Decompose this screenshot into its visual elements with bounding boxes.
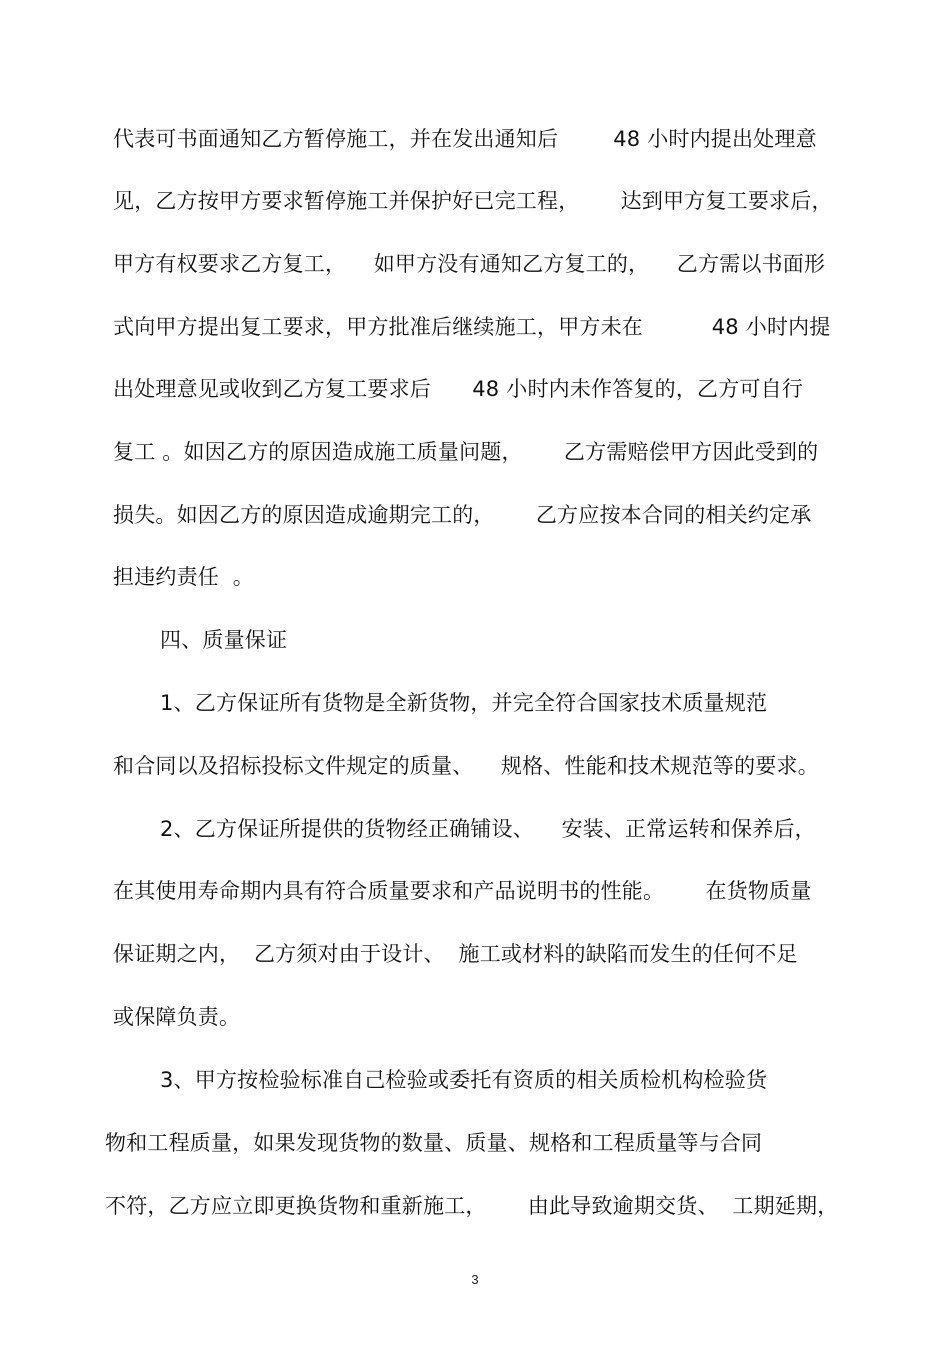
paragraph-line: 不符，乙方应立即更换货物和重新施工， 由此导致逾期交货、 工期延期， [105,1194,839,1218]
paragraph-line: 2、乙方保证所提供的货物经正确铺设、 安装、正常运转和保养后， [160,817,816,841]
paragraph-line: 复工 。如因乙方的原因造成施工质量问题， 乙方需赔偿甲方因此受到的 [113,440,819,464]
page-number: 3 [471,1272,479,1287]
paragraph-line: 保证期之内， 乙方须对由于设计、 施工或材料的缺陷而发生的任何不足 [113,942,798,966]
paragraph-line: 式向甲方提出复工要求，甲方批准后继续施工，甲方未在 48 小时内提 [113,315,831,339]
paragraph-line: 和合同以及招标投标文件规定的质量、 规格、性能和技术规范等的要求。 [113,754,819,778]
paragraph-line: 见，乙方按甲方要求暂停施工并保护好已完工程， 达到甲方复工要求后， [113,189,833,213]
paragraph-line: 担违约责任 。 [113,565,254,589]
paragraph-line: 3、甲方按检验标准自己检验或委托有资质的相关质检机构检验货 [160,1068,768,1092]
paragraph-line: 或保障负责。 [113,1005,241,1029]
paragraph-line: 损失。如因乙方的原因造成逾期完工的， 乙方应按本合同的相关约定承 [113,503,812,527]
paragraph-line: 甲方有权要求乙方复工， 如甲方没有通知乙方复工的， 乙方需以书面形 [113,252,826,276]
paragraph-line: 物和工程质量，如果发现货物的数量、质量、规格和工程质量等与合同 [105,1131,763,1155]
section-heading: 四、质量保证 [160,628,288,652]
paragraph-line: 代表可书面通知乙方暂停施工，并在发出通知后 48 小时内提出处理意 [113,127,817,151]
paragraph-line: 1、乙方保证所有货物是全新货物，并完全符合国家技术质量规范 [160,691,768,715]
paragraph-line: 出处理意见或收到乙方复工要求后 48 小时内未作答复的，乙方可自行 [113,377,804,401]
paragraph-line: 在其使用寿命期内具有符合质量要求和产品说明书的性能。 在货物质量 [113,879,812,903]
